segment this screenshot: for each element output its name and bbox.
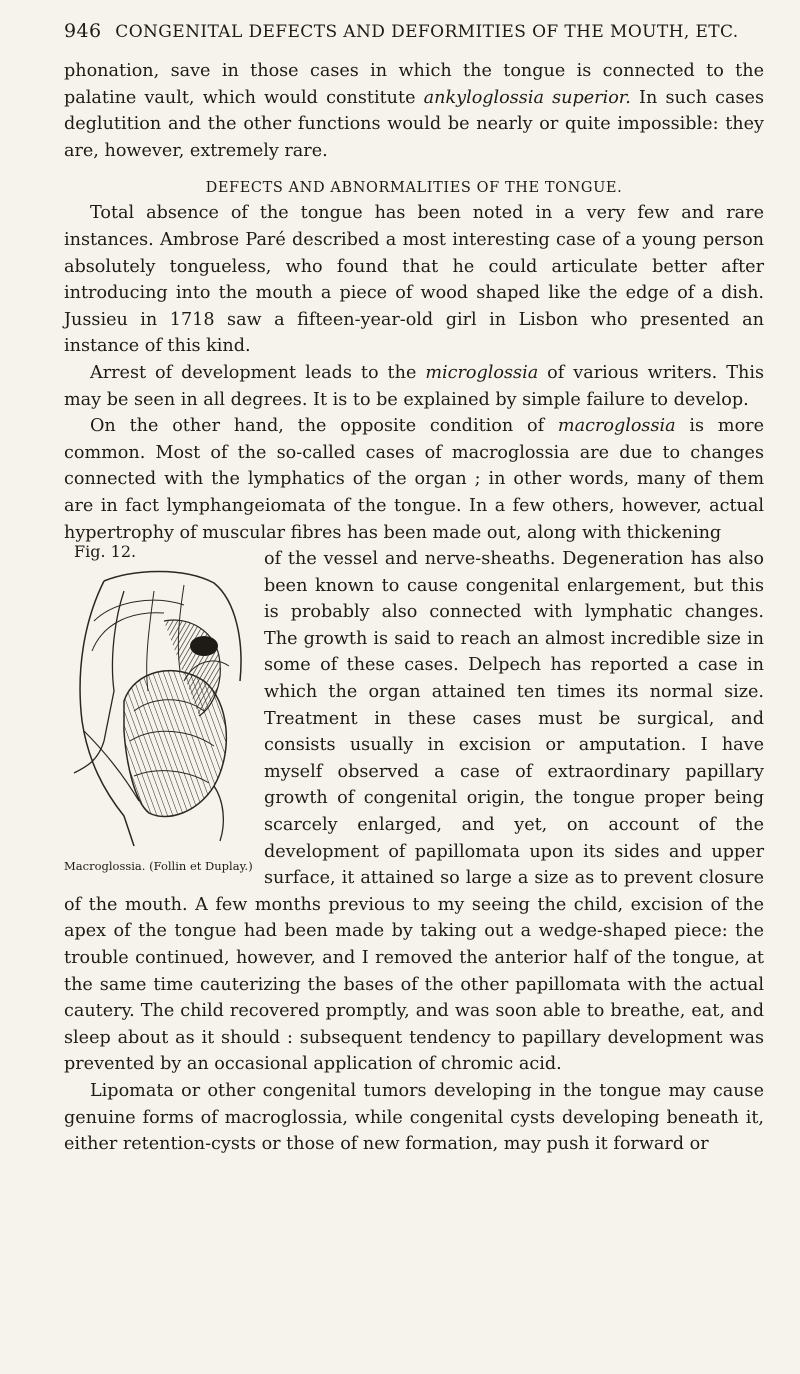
paragraph (64, 58, 764, 164)
text-run: In such cases deglutition and the other functions would be nearly or quite impossible: they are, however, extremely rare. (64, 87, 764, 161)
body-text (64, 58, 764, 1158)
paragraph: Lipomata or other congenital tumors developing in the tongue may cause genuine forms of macroglossia, while congenital cysts developing beneath it, either retention-cysts or those of new formation, may push it forward or (64, 1080, 764, 1155)
macroglossia-engraving-icon (64, 561, 254, 851)
section-heading: DEFECTS AND ABNORMALITIES OF THE TONGUE. (205, 180, 623, 197)
emphasis: macroglossia (557, 416, 676, 437)
figure-caption: Macroglossia. (Follin et Duplay.) (64, 859, 253, 874)
text-run: is more common. Most of the so-called cases of macroglossia are due to changes connected with the lymphatics of the organ ; in other words, many of them are in fact lymphangeiomata of the tongue. In a few others, however, actual hypertrophy of muscular fibres has been made out, along with thickening (64, 416, 764, 543)
paragraph (64, 360, 764, 413)
text-run: phonation, save in those cases in which the tongue is connected to the palatine vault, which would constitute (64, 61, 764, 108)
text-run: of various writers. This may be seen in all degrees. It is to be explained by simple failure to develop. (64, 362, 764, 410)
running-header (64, 20, 764, 42)
running-title: CONGENITAL DEFECTS AND DEFORMITIES OF THE MOUTH, ETC. (115, 22, 739, 42)
text-run: Arrest of development leads to the (90, 362, 426, 383)
text-run: On the other hand, the opposite condition of (90, 416, 558, 437)
emphasis: ankyloglossia superior. (423, 87, 631, 108)
page-number: 946 (64, 20, 102, 42)
paragraph: Total absence of the tongue has been noted in a very few and rare instances. Ambrose Paré described a most interesting case of a young person absolutely tongueless, who found that he could articulate better after introducing into the mouth a piece of wood shaped like the edge of a dish. Jussieu in 1718 saw a fifteen-year-old girl in Lisbon who presented an instance of this kind. (64, 203, 764, 357)
paragraph-continued: of the vessel and nerve-sheaths. Degeneration has also been known to cause congenital enlargement, but this is probably also connected with lymphatic changes. The growth is said to reach an almost incredible size in some of these cases. Delpech has reported a case in which the organ attained ten times its normal size. Treatment in these cases must be surgical, and consists usually in excision or amputation. I have myself observed a case of extraordinary papillary growth of congenital origin, the tongue proper being scarcely enlarged, and yet, on account of the development of papillomata upon its sides and upper surface, it attained so large a size as to prevent closure of the mouth. A few months previous to my seeing the child, excision of the apex of the tongue had been made by taking out a wedge-shaped piece: the trouble continued, however, and I removed the anterior half of the tongue, at the same time cauterizing the bases of the other papillomata with the actual cautery. The child recovered promptly, and was soon able to breathe, eat, and sleep about as it should : subsequent tendency to papillary development was prevented by an occasional application of chromic acid. (64, 549, 764, 1075)
figure-label: Fig. 12. (74, 542, 137, 562)
figure (64, 542, 254, 874)
paragraph (64, 413, 764, 546)
emphasis: microglossia (425, 362, 539, 383)
